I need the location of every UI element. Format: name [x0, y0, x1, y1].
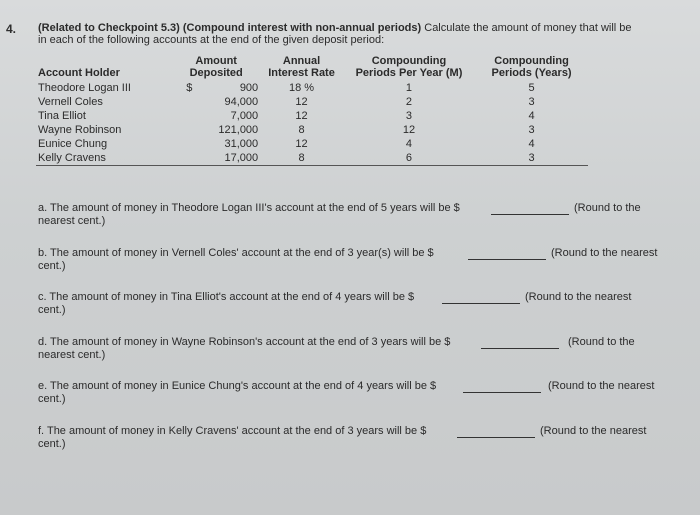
part-c: [38, 291, 698, 317]
cell-m: 1: [405, 82, 413, 94]
part-a-continuation: nearest cent.): [38, 215, 106, 227]
cell-m: 2: [405, 96, 413, 108]
part-f-answer-blank[interactable]: [457, 437, 535, 438]
table-row: [36, 137, 588, 151]
header-periods-years: [475, 55, 588, 81]
cell-years: 3: [475, 151, 588, 166]
question-prompt: [38, 22, 693, 46]
part-a-round-note: (Round to the: [574, 202, 641, 214]
part-d-answer-blank[interactable]: [481, 348, 559, 349]
cell-rate: 12: [295, 138, 308, 150]
cell-amount: [172, 81, 260, 95]
part-b-continuation: cent.): [38, 260, 66, 272]
table-row: [36, 151, 588, 166]
header-yrs-top: Compounding: [494, 55, 569, 67]
part-f-round-note: (Round to the nearest: [540, 425, 647, 437]
table-header-row: [36, 55, 588, 81]
part-b-round-note: (Round to the nearest: [551, 247, 658, 259]
cell-name: Wayne Robinson: [38, 124, 122, 136]
cell-years: 5: [528, 82, 535, 94]
cell-rate: 18 %: [288, 82, 315, 94]
cell-amount: 7,000: [230, 110, 259, 122]
header-account-holder: Account Holder: [38, 67, 120, 79]
part-d: [38, 336, 698, 362]
question-number: 4.: [6, 22, 17, 36]
part-d-round-note: (Round to the: [568, 336, 635, 348]
cell-rate: 12: [295, 96, 308, 108]
cell-m: 4: [405, 138, 413, 150]
part-a: [38, 202, 698, 228]
question-text-line1: Calculate the amount of money that will be: [424, 22, 632, 34]
cell-name: Theodore Logan III: [38, 82, 131, 94]
part-e-round-note: (Round to the nearest: [548, 380, 655, 392]
currency-symbol: $: [186, 82, 193, 94]
cell-amount: 121,000: [218, 124, 259, 136]
cell-amount: 94,000: [224, 96, 259, 108]
part-c-continuation: cent.): [38, 304, 66, 316]
cell-name: Vernell Coles: [38, 96, 103, 108]
part-f-continuation: cent.): [38, 438, 66, 450]
cell-m: 3: [405, 110, 413, 122]
cell-name: Tina Elliot: [38, 110, 86, 122]
part-c-text: c. The amount of money in Tina Elliot's account at the end of 4 years will be $: [38, 291, 415, 303]
table-row: [36, 123, 588, 137]
header-interest-rate: [260, 55, 343, 81]
cell-years: 3: [528, 124, 535, 136]
cell-rate: 8: [298, 124, 305, 136]
table-row: [36, 95, 588, 109]
part-a-text: a. The amount of money in Theodore Logan III's account at the end of 5 years will be $: [38, 202, 460, 214]
part-e-text: e. The amount of money in Eunice Chung's account at the end of 4 years will be $: [38, 380, 437, 392]
cell-name: Eunice Chung: [38, 138, 108, 150]
part-f-text: f. The amount of money in Kelly Cravens' account at the end of 3 years will be $: [38, 425, 427, 437]
header-yrs-bottom: Periods (Years): [491, 67, 572, 79]
part-b: [38, 247, 698, 273]
header-amount-bottom: Deposited: [189, 67, 243, 79]
part-b-answer-blank[interactable]: [468, 259, 546, 260]
cell-name: Kelly Cravens: [36, 151, 172, 166]
part-c-answer-blank[interactable]: [442, 303, 520, 304]
question-text-line2: in each of the following accounts at the end of the given deposit period:: [38, 34, 385, 46]
header-m-top: Compounding: [371, 55, 447, 67]
part-f: [38, 425, 698, 451]
header-amount-deposited: [172, 55, 260, 81]
cell-years: 3: [528, 96, 535, 108]
cell-years: 4: [528, 138, 535, 150]
question-checkpoint: (Related to Checkpoint 5.3) (Compound interest with non-annual periods): [38, 22, 422, 34]
cell-years: 4: [528, 110, 535, 122]
cell-rate: 12: [295, 110, 308, 122]
part-a-answer-blank[interactable]: [491, 214, 569, 215]
accounts-table: [36, 55, 588, 166]
cell-rate: 8: [260, 151, 343, 166]
header-rate-top: Annual: [282, 55, 321, 67]
amount-value: 900: [239, 82, 259, 94]
part-e: [38, 380, 698, 406]
table-row: [36, 109, 588, 123]
header-periods-per-year: [343, 55, 475, 81]
part-e-continuation: cent.): [38, 393, 66, 405]
header-rate-bottom: Interest Rate: [268, 67, 335, 79]
header-amount-top: Amount: [195, 55, 237, 67]
part-c-round-note: (Round to the nearest: [525, 291, 632, 303]
cell-amount: 17,000: [172, 151, 260, 166]
part-e-answer-blank[interactable]: [463, 392, 541, 393]
header-m-bottom: Periods Per Year (M): [355, 67, 463, 79]
part-d-continuation: nearest cent.): [38, 349, 106, 361]
part-d-text: d. The amount of money in Wayne Robinson's account at the end of 3 years will be $: [38, 336, 451, 348]
cell-m: 6: [343, 151, 475, 166]
cell-m: 12: [402, 124, 416, 136]
cell-amount: 31,000: [224, 138, 259, 150]
table-row: [36, 81, 588, 95]
part-b-text: b. The amount of money in Vernell Coles' account at the end of 3 year(s) will be $: [38, 247, 434, 259]
